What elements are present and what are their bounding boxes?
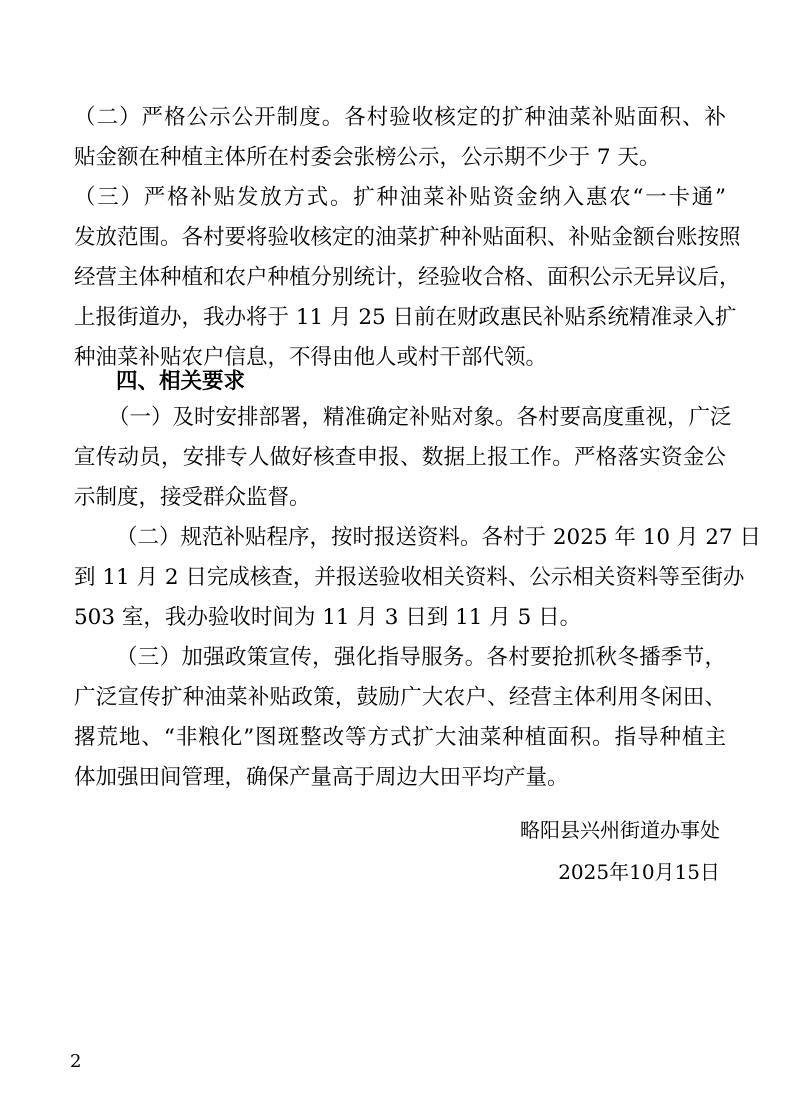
paragraph-line: 体加强田间管理，确保产量高于周边大田平均产量。 [74,765,569,790]
paragraph-line: 到 11 月 2 日完成核查，并报送验收相关资料、公示相关资料等至街办 [74,565,745,590]
signature-date: 2025年10月15日 [558,860,720,884]
paragraph-line: （三）加强政策宣传，强化指导服务。各村要抢抓秋冬播季节， [116,645,726,670]
paragraph-line: 发放范围。各村要将验收核定的油菜扩种补贴面积、补贴金额台账按照 [74,225,741,250]
section-heading: 四、相关要求 [116,369,246,394]
paragraph-line: 撂荒地、“非粮化”图斑整改等方式扩大油菜种植面积。指导种植主 [74,725,726,750]
paragraph-line: 503 室，我办验收时间为 11 月 3 日到 11 月 5 日。 [74,605,582,630]
page-number: 2 [70,1051,82,1072]
paragraph-line: （二）规范补贴程序，按时报送资料。各村于 2025 年 10 月 27 日 [116,525,761,550]
paragraph-line: 上报街道办，我办将于 11 月 25 日前在财政惠民补贴系统精准录入扩 [74,305,737,330]
paragraph-line: （二）严格公示公开制度。各村验收核定的扩种油菜补贴面积、补 [74,105,726,130]
paragraph-line: 经营主体种植和农户种植分别统计，经验收合格、面积公示无异议后， [74,265,741,290]
paragraph-line: （三）严格补贴发放方式。扩种油菜补贴资金纳入惠农“一卡通” [74,185,726,210]
paragraph-line: 种油菜补贴农户信息，不得由他人或村干部代领。 [74,345,548,370]
paragraph-line: 广泛宣传扩种油菜补贴政策，鼓励广大农户、经营主体利用冬闲田、 [74,685,726,710]
signature-organization: 略阳县兴州街道办事处 [520,818,720,842]
paragraph-line: 宣传动员，安排专人做好核查申报、数据上报工作。严格落实资金公 [74,445,726,470]
paragraph-line: 示制度，接受群众监督。 [74,485,311,510]
paragraph-line: 贴金额在种植主体所在村委会张榜公示，公示期不少于 7 天。 [74,145,661,170]
paragraph-line: （一）及时安排部署，精准确定补贴对象。各村要高度重视，广泛 [108,405,732,430]
